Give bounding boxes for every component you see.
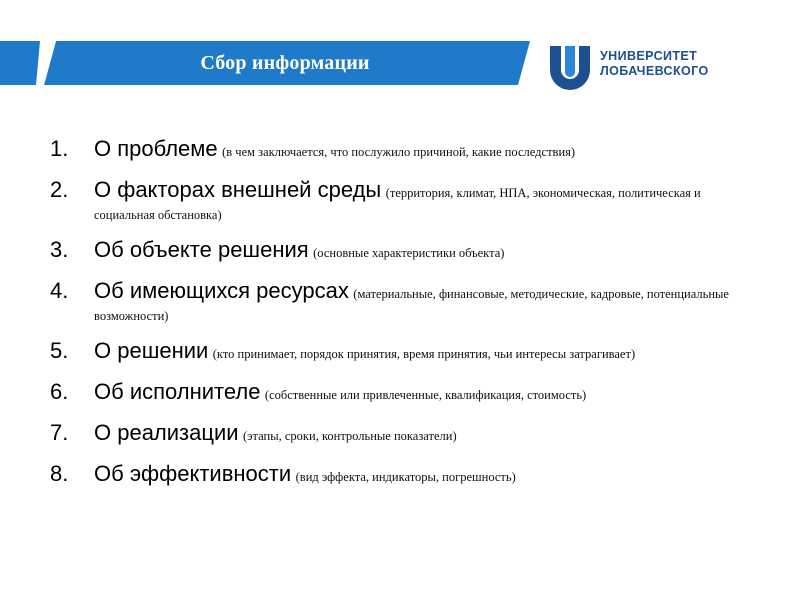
list-item-title: О решении: [94, 338, 209, 363]
list-item: [50, 274, 750, 327]
logo-text-line1: УНИВЕРСИТЕТ: [600, 49, 698, 63]
list-item-title: О факторах внешней среды: [94, 177, 382, 202]
list-item-note: (основные характеристики объекта): [313, 246, 505, 260]
list-item: [50, 457, 750, 491]
list-item: [50, 132, 750, 166]
list-item-note: (вид эффекта, индикаторы, погрешность): [295, 470, 516, 484]
list-item-body: [94, 173, 750, 226]
list-item: [50, 233, 750, 267]
university-logo: [548, 44, 748, 92]
list-item-note: (в чем заключается, что послужило причиной, какие последствия): [222, 145, 576, 159]
list-item-title: О реализации: [94, 420, 239, 445]
list-item-body: [94, 334, 750, 368]
list-item-number: 7.: [50, 420, 69, 445]
list-item-title: Об исполнителе: [94, 379, 261, 404]
list-item: [50, 334, 750, 368]
list-item-number: 8.: [50, 461, 69, 486]
list-item-number: 6.: [50, 379, 69, 404]
list-item-body: [94, 132, 750, 166]
list-item-note: (этапы, сроки, контрольные показатели): [243, 429, 457, 443]
list-item-body: [94, 233, 750, 267]
list-item-title: Об эффективности: [94, 461, 292, 486]
list-item-note: (кто принимает, порядок принятия, время принятия, чьи интересы затрагивает): [212, 347, 636, 361]
list-item-title: О проблеме: [94, 136, 218, 161]
list-item-body: [94, 375, 750, 409]
list-item: [50, 375, 750, 409]
list-item-body: [94, 457, 750, 491]
list-item-body: [94, 274, 750, 327]
page-title: Сбор информации: [200, 51, 370, 74]
list-item-number: 5.: [50, 338, 69, 363]
list-item-note: (собственные или привлеченные, квалификация, стоимость): [264, 388, 587, 402]
list-item-title: Об имеющихся ресурсах: [94, 278, 349, 303]
logo-text-line2: ЛОБАЧЕВСКОГО: [600, 64, 709, 78]
list-item-number: 3.: [50, 237, 69, 262]
list-item-note: (материальные, финансовые, методические, кадровые, потенциальные возможности): [94, 287, 729, 323]
list-item: [50, 173, 750, 226]
list-item-title: Об объекте решения: [94, 237, 309, 262]
list-item-number: 2.: [50, 177, 69, 202]
list-item: [50, 416, 750, 450]
info-list: [50, 132, 750, 498]
list-item-number: 1.: [50, 136, 69, 161]
list-item-number: 4.: [50, 278, 69, 303]
list-item-body: [94, 416, 750, 450]
logo-mark-icon: [548, 44, 592, 90]
list-item-note: (территория, климат, НПА, экономическая, политическая и социальная обстановка): [94, 186, 701, 222]
